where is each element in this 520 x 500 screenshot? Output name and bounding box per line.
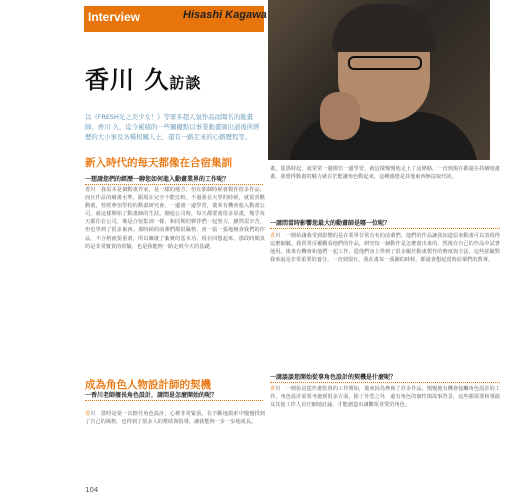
name-chinese xyxy=(85,60,201,95)
question-3: 一請問當時影響您最大的動畫師是哪一位呢？ xyxy=(270,220,500,229)
page-number: 104 xyxy=(85,486,99,494)
body-text-right-top: 畫，從那時起，就常常一邊模仿一邊學習，就這樣慢慢地走上了這條路，一直到現在都還在持續地畫畫。我覺得動畫的魅力就在於能讓角色動起來，這種感覺是其他東西無法取代的。 xyxy=(270,166,500,181)
question-4: 一請談談您開始從事角色設計的契機是什麼呢？ xyxy=(270,374,500,383)
portrait-photo xyxy=(268,0,490,160)
question-1: 一想請您們的經歷一聊您如何進入動畫業界的工作呢？ xyxy=(85,176,263,185)
name-english: Hisashi Kagawa xyxy=(183,9,267,21)
body-text-1: 香川 我原本是個動畫作家，是一樣的地方，但在那個時候會製作很多作品，而且作品的繪畫水準，跟現在完全不能比較。不過我在大學的時候，就很喜歡動畫，曾經參加學校的動畫研究會，一邊畫一邊學習，後來有機會進入動畫公司，就這樣開始了動畫師的生涯。剛進公司時，每天都要畫很多原畫，幾乎每天都住在公司，像是合宿集訓一樣，和同期的夥伴們一起努力，雖然很辛苦，但也學到了很多東西。那時候的前輩們都很嚴格，會一張一張地檢查我們的作品，不合格就要重畫，所以練就了紮實的基本功。現在回想起來，那段時間真的是非常寶貴的經驗，也是我能夠一路走到今天的基礎。 xyxy=(85,187,265,250)
interview-tag: Interview xyxy=(88,10,141,24)
body-text-right-a: 香川 一開始讓我受到影響的是在業界非常有名的前輩們，他們的作品讓我知道原來動畫可以表現得這麼細膩。我常常反覆觀看他們的作品，研究每一個動作是怎麼畫出來的，然後在自己的作品中試著運用。後來有機會和他們一起工作，從他們身上學到了很多關於動畫製作的態度與方法，這些經驗對我來說是非常重要的養分。一直到現在，我在畫每一張圖的時候，都還會想起當時前輩們的教導。 xyxy=(270,233,500,264)
section-heading-1: 新入時代的每天都像在合宿集訓 xyxy=(85,157,232,169)
section-heading-2: 成為角色人物設計師的契機 xyxy=(85,379,211,391)
photo-glasses xyxy=(348,56,422,70)
name-chinese-suffix: 訪談 xyxy=(169,74,202,92)
intro-paragraph: 以《FRESH光之美少女！》等眾多超人氣作品而聞名的動畫師，香川 久，迄今累積的一些關鍵點以事業動畫師出道後所經歷的大小事及各種相關人士，還有一路走來的心路歷程等。 xyxy=(85,113,260,141)
photo-hand xyxy=(320,92,360,140)
name-chinese-main: 香川 久 xyxy=(85,66,170,94)
question-2: 一香川老師擅長角色設計，請問是怎麼開始的呢？ xyxy=(85,392,263,401)
body-text-right-b: 香川 一開始是從作畫監督的工作開始，後來因為參與了許多作品，慢慢地有機會接觸角色設計的工作。角色設計需要考慮到很多方面，除了外型之外，還有角色的個性與故事背景，這些都需要和導演及其他工作人員仔細地討論，才能創造出讓觀眾喜愛的角色。 xyxy=(270,386,500,409)
body-text-2: 香川 當時是第一次擔任角色設計，心裡非常緊張，在不斷地摸索中慢慢找到了自己的風格，也得到了很多人的幫助與指導，讓我能夠一步一步地成長。 xyxy=(85,411,265,426)
